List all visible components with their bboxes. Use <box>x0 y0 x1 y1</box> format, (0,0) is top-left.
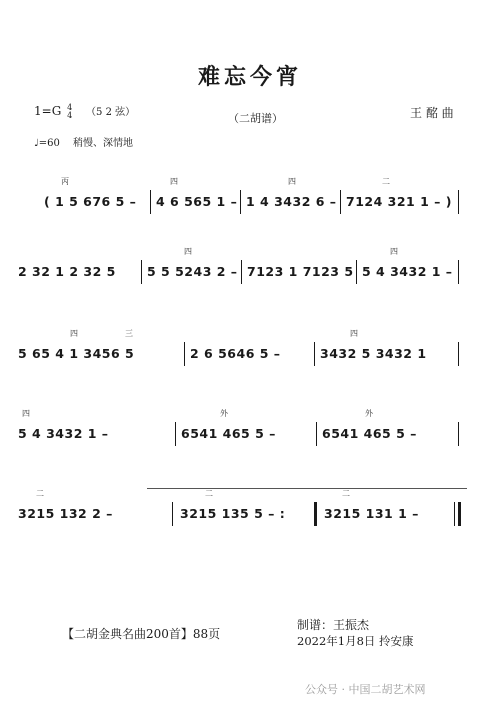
barline <box>141 260 142 284</box>
score-row-1 <box>30 172 460 224</box>
volta-bracket <box>147 488 467 489</box>
date: 2022年1月8日 拎安康 <box>297 634 414 648</box>
key-label: 1=G <box>34 104 62 118</box>
fingering-mark: 四 <box>288 177 296 186</box>
bar: 4 6 565 1 – <box>156 194 238 209</box>
bar: 3215 132 2 – <box>18 506 113 521</box>
barline <box>172 502 173 526</box>
bar: 5 4 3432 1 – <box>362 264 453 279</box>
time-sig-bottom: 4 <box>67 110 73 120</box>
barline <box>175 422 176 446</box>
barline <box>314 342 315 366</box>
bar: 5 65 4 1 3456 5 <box>18 346 135 361</box>
final-barline <box>458 502 461 526</box>
score-row-4 <box>18 404 460 456</box>
fingering-mark: 三 <box>125 329 133 338</box>
tuning-label: （5 2 弦） <box>86 107 136 118</box>
fingering-mark: 四 <box>22 409 30 418</box>
bar: 2 6 5646 5 – <box>190 346 281 361</box>
fingering-mark: 四 <box>350 329 358 338</box>
bar: 5 4 3432 1 – <box>18 426 109 441</box>
bar: 3215 135 5 – : <box>180 506 286 521</box>
tempo-mark: ♩=60 <box>34 138 60 149</box>
barline <box>316 422 317 446</box>
fingering-mark: 二 <box>342 489 350 498</box>
watermark: 公众号 · 中国二胡艺术网 <box>305 683 426 696</box>
fingering-mark: 外 <box>220 409 228 418</box>
tempo-text: 稍慢、深情地 <box>73 138 134 149</box>
tempo-marking <box>34 134 133 149</box>
fingering-mark: 四 <box>170 177 178 186</box>
transcriber: 制谱：王振杰 <box>297 618 370 632</box>
barline <box>458 190 459 214</box>
source-note: 【二胡金典名曲200首】88页 <box>62 627 221 641</box>
fingering-mark: 二 <box>36 489 44 498</box>
barline <box>356 260 357 284</box>
barline <box>454 502 455 526</box>
barline <box>458 422 459 446</box>
bar: 5 5 5243 2 – <box>147 264 238 279</box>
bar: ( 1 5 676 5 – <box>44 194 137 209</box>
score-row-5 <box>18 484 460 536</box>
barline <box>340 190 341 214</box>
score-row-2 <box>18 242 460 294</box>
bar: 7124 321 1 – ) <box>346 194 452 209</box>
barline <box>150 190 151 214</box>
bar: 6541 465 5 – <box>322 426 417 441</box>
fingering-mark: 外 <box>365 409 373 418</box>
barline <box>184 342 185 366</box>
composer: 王 酩 曲 <box>410 106 454 120</box>
bar: 1 4 3432 6 – <box>246 194 337 209</box>
fingering-mark: 四 <box>70 329 78 338</box>
barline <box>458 260 459 284</box>
key-signature <box>34 103 135 120</box>
time-sig-top: 4 <box>67 102 73 112</box>
score-row-3 <box>18 324 460 376</box>
fingering-mark: 二 <box>205 489 213 498</box>
barline <box>240 190 241 214</box>
bar: 2 32 1 2 32 5 <box>18 264 116 279</box>
time-signature <box>67 104 72 120</box>
song-title: 难忘今宵 <box>197 64 302 90</box>
fingering-mark: 四 <box>390 247 398 256</box>
bar: 7123 1 7123 5 <box>247 264 354 279</box>
bar: 6541 465 5 – <box>181 426 276 441</box>
fingering-mark: 丙 <box>61 177 69 186</box>
repeat-barline <box>314 502 317 526</box>
barline <box>458 342 459 366</box>
fingering-mark: 二 <box>382 177 390 186</box>
bar: 3432 5 3432 1 <box>320 346 427 361</box>
barline <box>241 260 242 284</box>
fingering-mark: 四 <box>184 247 192 256</box>
score-type-label: （二胡谱） <box>228 112 283 125</box>
bar: 3215 131 1 – <box>324 506 419 521</box>
